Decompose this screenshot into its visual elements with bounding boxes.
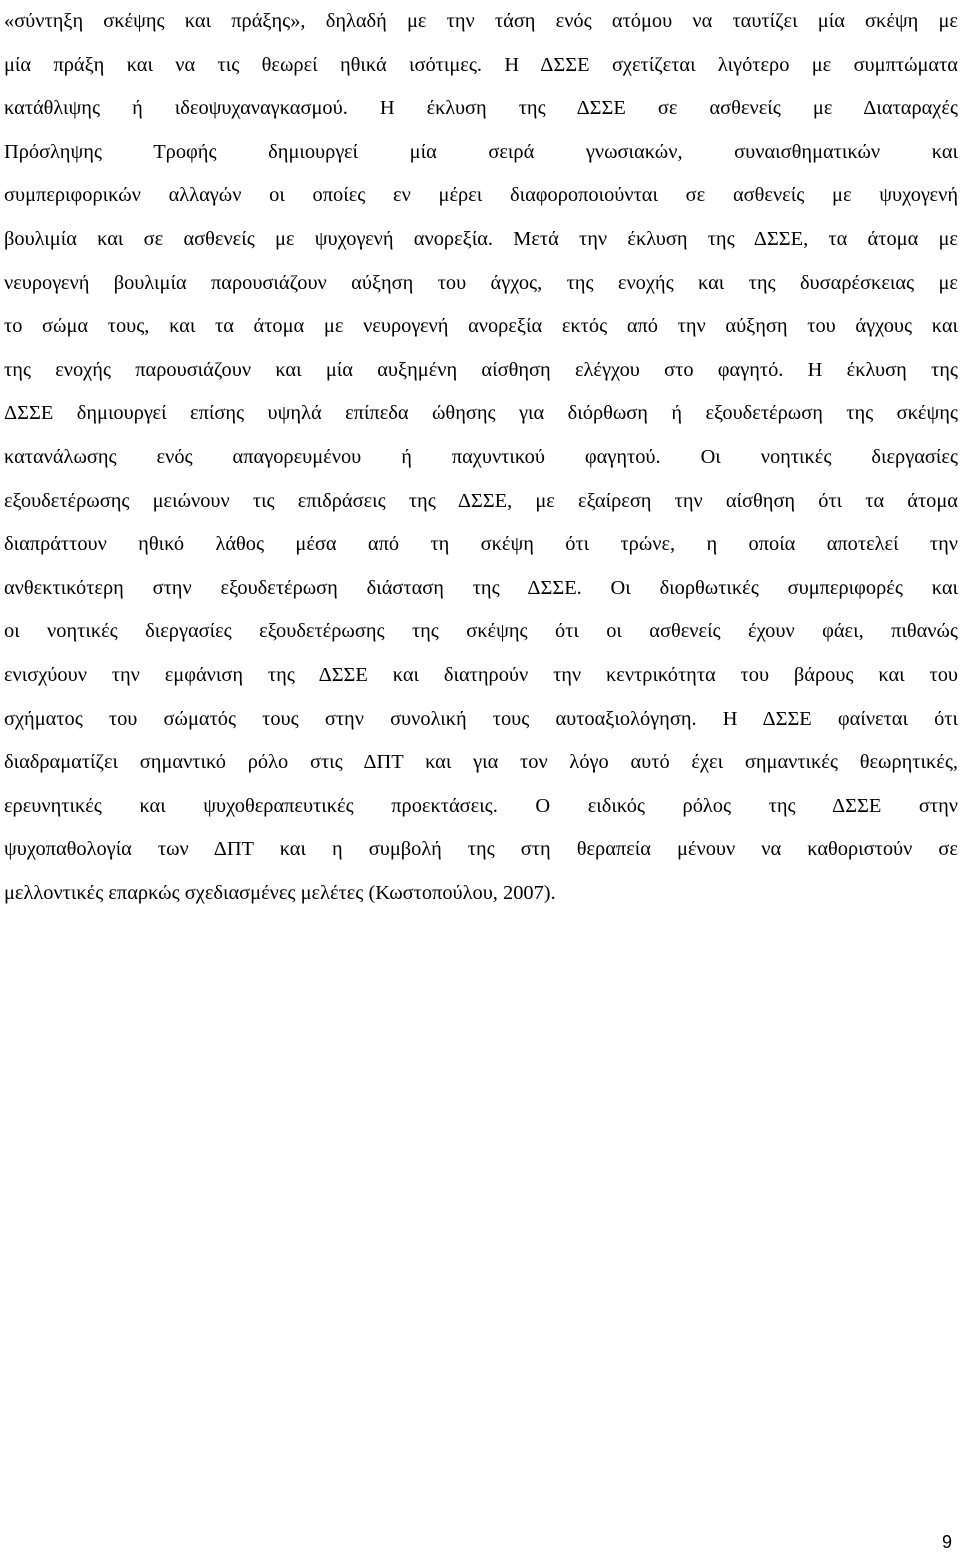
paragraph-line: μελλοντικές επαρκώς σχεδιασμένες μελέτες (Κωστοπούλου, 2007). [4, 881, 556, 904]
paragraph-line: ενισχύουν την εμφάνιση της ΔΣΣΕ και διατηρούν την κεντρικότητα του βάρους και του [4, 663, 958, 686]
paragraph-line: ψυχοπαθολογία των ΔΠΤ και η συμβολή της στη θεραπεία μένουν να καθοριστούν σε [4, 838, 958, 861]
paragraph-line: διαπράττουν ηθικό λάθος μέσα από τη σκέψη ότι τρώνε, η οποία αποτελεί την [4, 533, 958, 556]
paragraph-line: ΔΣΣΕ δημιουργεί επίσης υψηλά επίπεδα ώθησης για διόρθωση ή εξουδετέρωση της σκέψης [4, 402, 958, 425]
paragraph-line: διαδραματίζει σημαντικό ρόλο στις ΔΠΤ και για τον λόγο αυτό έχει σημαντικές θεωρητικές, [4, 751, 958, 774]
paragraph-line: ανθεκτικότερη στην εξουδετέρωση διάσταση της ΔΣΣΕ. Οι διορθωτικές συμπεριφορές και [4, 576, 958, 599]
paragraph-line: της ενοχής παρουσιάζουν και μία αυξημένη αίσθηση ελέγχου στο φαγητό. Η έκλυση της [4, 358, 958, 381]
paragraph-line: μία πράξη και να τις θεωρεί ηθικά ισότιμες. Η ΔΣΣΕ σχετίζεται λιγότερο με συμπτώματα [4, 53, 958, 76]
paragraph-line: κατάθλιψης ή ιδεοψυχαναγκασμού. Η έκλυση της ΔΣΣΕ σε ασθενείς με Διαταραχές [4, 97, 958, 120]
paragraph-line: εξουδετέρωσης μειώνουν τις επιδράσεις της ΔΣΣΕ, με εξαίρεση την αίσθηση ότι τα άτομα [4, 489, 958, 512]
paragraph-line: το σώμα τους, και τα άτομα με νευρογενή ανορεξία εκτός από την αύξηση του άγχους και [4, 315, 958, 338]
paragraph-line: σχήματος του σώματός τους στην συνολική τους αυτοαξιολόγηση. Η ΔΣΣΕ φαίνεται ότι [4, 707, 958, 730]
body-paragraph [4, 0, 958, 915]
paragraph-line: νευρογενή βουλιμία παρουσιάζουν αύξηση του άγχος, της ενοχής και της δυσαρέσκειας με [4, 271, 958, 294]
paragraph-line: οι νοητικές διεργασίες εξουδετέρωσης της σκέψης ότι οι ασθενείς έχουν φάει, πιθανώς [4, 620, 958, 643]
paragraph-line: κατανάλωσης ενός απαγορευμένου ή παχυντικού φαγητού. Οι νοητικές διεργασίες [4, 445, 958, 468]
paragraph-line: «σύντηξη σκέψης και πράξης», δηλαδή με την τάση ενός ατόμου να ταυτίζει μία σκέψη με [4, 10, 958, 32]
page-number: 9 [941, 1532, 952, 1552]
paragraph-line: συμπεριφορικών αλλαγών οι οποίες εν μέρει διαφοροποιούνται σε ασθενείς με ψυχογενή [4, 184, 958, 207]
paragraph-line: ερευνητικές και ψυχοθεραπευτικές προεκτάσεις. Ο ειδικός ρόλος της ΔΣΣΕ στην [4, 794, 958, 817]
paragraph-line: βουλιμία και σε ασθενείς με ψυχογενή ανορεξία. Μετά την έκλυση της ΔΣΣΕ, τα άτομα με [4, 227, 958, 250]
paragraph-line: Πρόσληψης Τροφής δημιουργεί μία σειρά γνωσιακών, συναισθηματικών και [4, 140, 958, 163]
